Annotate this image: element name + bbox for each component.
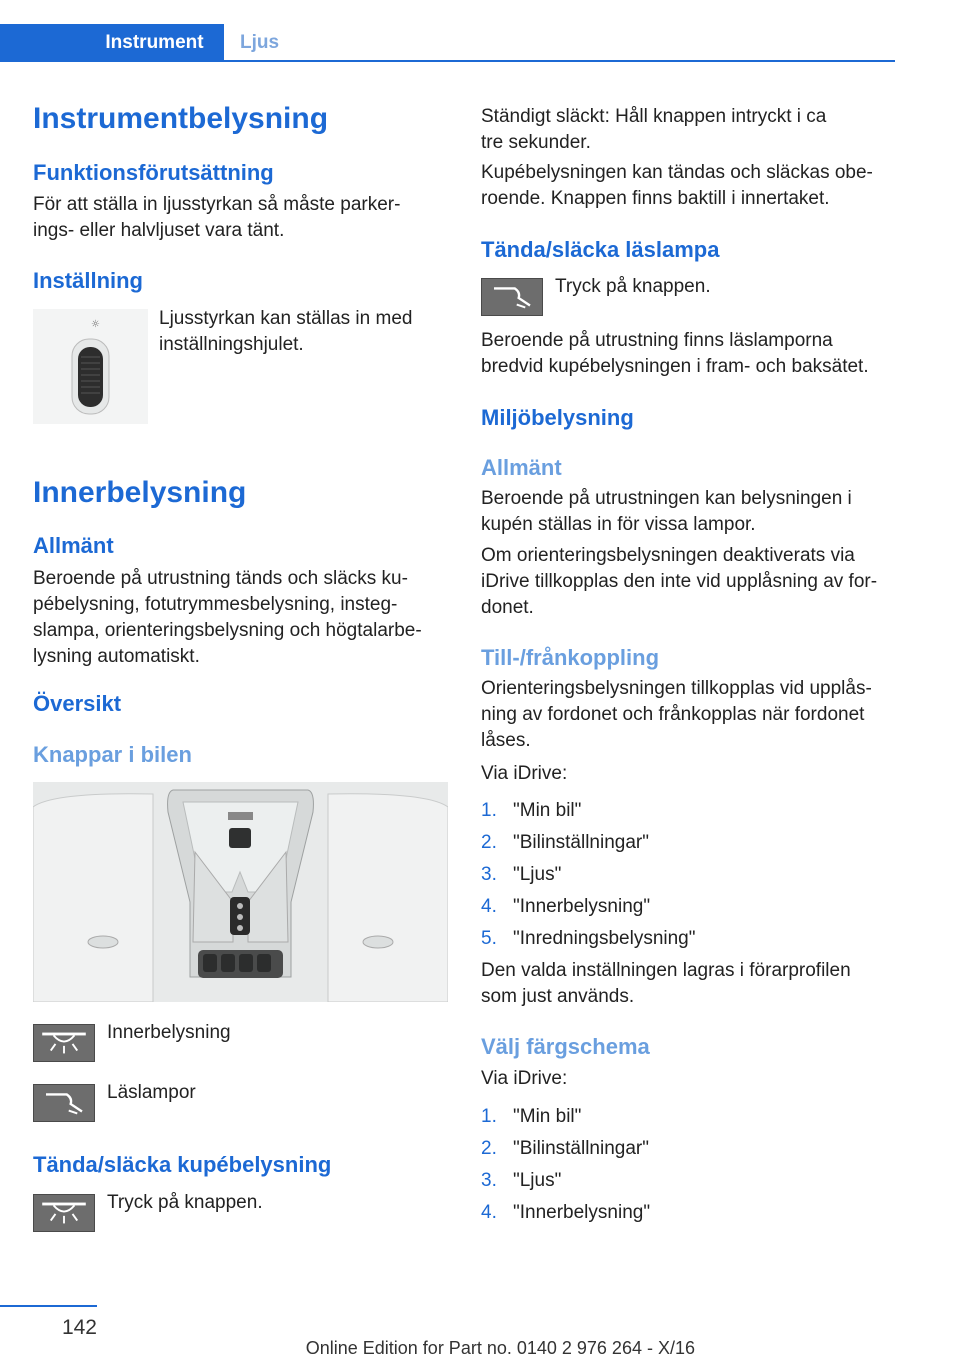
tab-stub — [0, 24, 85, 62]
text-orient-1: Om orienteringsbelysningen deaktiverats via — [481, 545, 855, 566]
list-item: 2. "Bilinställningar" — [481, 832, 649, 853]
text-till-3: låses. — [481, 730, 531, 751]
text-funktion-2: ings- eller halvljuset vara tänt. — [33, 220, 285, 241]
header-bar — [0, 0, 895, 62]
list-item: 2. "Bilinställningar" — [481, 1138, 649, 1159]
list-item: 1. "Min bil" — [481, 800, 582, 821]
text-kupe-1: Kupébelysningen kan tändas och släckas obe- — [481, 162, 873, 183]
list-item: 5. "Inredningsbelysning" — [481, 928, 696, 949]
heading-knappar-i-bilen: Knappar i bilen — [33, 742, 192, 767]
text-standigt-2: tre sekunder. — [481, 132, 591, 153]
inner-light-button-icon — [33, 1024, 95, 1062]
text-standigt-1: Ständigt släckt: Håll knappen intryckt i ca — [481, 106, 827, 127]
idrive-list-2 — [481, 1104, 896, 1232]
heading-miljobelysning: Miljöbelysning — [481, 405, 634, 430]
text-valda-1: Den valda inställningen lagras i förarprofilen — [481, 960, 851, 981]
idrive-list-1 — [481, 798, 896, 958]
tab-ljus[interactable]: Ljus — [240, 32, 280, 53]
text-kupe-2: roende. Knappen finns baktill i innertaket. — [481, 188, 830, 209]
list-item: 1. "Min bil" — [481, 1106, 582, 1127]
reading-light-button-icon-2 — [481, 278, 543, 316]
text-orient-2: iDrive tillkopplas den inte vid upplåsning av for- — [481, 571, 878, 592]
heading-instrumentbelysning: Instrumentbelysning — [33, 102, 329, 135]
text-miljo-1: Beroende på utrustningen kan belysningen i — [481, 488, 852, 509]
text-beroende-2: bredvid kupébelysningen i fram- och baksätet. — [481, 356, 869, 377]
list-item: 3. "Ljus" — [481, 1170, 562, 1191]
text-beroende-1: Beroende på utrustning finns läslamporna — [481, 330, 833, 351]
heading-tanda-slacka-kupebelysning: Tända/släcka kupébelysning — [33, 1152, 332, 1177]
svg-text:☼: ☼ — [91, 319, 100, 330]
tab-instrument[interactable] — [85, 24, 224, 62]
text-orient-3: donet. — [481, 597, 534, 618]
header-rule — [0, 60, 895, 62]
dimmer-wheel-image — [33, 309, 148, 424]
list-item: 4. "Innerbelysning" — [481, 896, 651, 917]
inner-light-button-icon-2 — [33, 1194, 95, 1232]
overhead-console-image — [33, 782, 448, 1002]
text-installning-1: Ljusstyrkan kan ställas in med — [159, 308, 413, 329]
edition-text: Online Edition for Part no. 0140 2 976 264 - X/16 — [305, 1338, 695, 1358]
page-number: 142 — [61, 1316, 97, 1339]
text-tryck-kupe: Tryck på knappen. — [107, 1192, 263, 1213]
heading-funktionsforutsattning: Funktionsförutsättning — [33, 160, 274, 185]
text-installning-2: inställningshjulet. — [159, 334, 304, 355]
text-allmant-3: slampa, orienteringsbelysning och högtalarbe- — [33, 620, 422, 641]
text-till-1: Orienteringsbelysningen tillkopplas vid upplås- — [481, 678, 872, 699]
list-item: 4. "Innerbelysning" — [481, 1202, 651, 1223]
list-item: 3. "Ljus" — [481, 864, 562, 885]
footer-rule — [0, 1305, 97, 1307]
text-valda-2: som just används. — [481, 986, 635, 1007]
text-allmant-2: pébelysning, fotutrymmesbelysning, insteg- — [33, 594, 398, 615]
reading-light-button-icon — [33, 1084, 95, 1122]
heading-valj-fargschema: Välj färgschema — [481, 1034, 650, 1059]
text-tryck-las: Tryck på knappen. — [555, 276, 711, 297]
heading-oversikt: Översikt — [33, 691, 122, 716]
label-innerbelysning: Innerbelysning — [107, 1022, 231, 1043]
text-allmant-4: lysning automatiskt. — [33, 646, 200, 667]
label-laslampor: Läslampor — [107, 1082, 196, 1103]
heading-till-frankoppling: Till-/frånkoppling — [481, 645, 660, 670]
heading-installning: Inställning — [33, 268, 143, 293]
text-funktion-1: För att ställa in ljusstyrkan så måste parker- — [33, 194, 401, 215]
text-miljo-2: kupén ställas in för vissa lampor. — [481, 514, 756, 535]
text-till-2: ning av fordonet och frånkopplas när fordonet — [481, 704, 865, 725]
text-via-idrive-2: Via iDrive: — [481, 1068, 568, 1089]
heading-allmant: Allmänt — [33, 533, 114, 558]
tab-instrument-label: Instrument — [105, 32, 204, 53]
text-via-idrive-1: Via iDrive: — [481, 763, 568, 784]
text-allmant-1: Beroende på utrustning tänds och släcks ku- — [33, 568, 408, 589]
heading-innerbelysning: Innerbelysning — [33, 476, 247, 509]
heading-allmant-right: Allmänt — [481, 455, 562, 480]
heading-tanda-slacka-laslampa: Tända/släcka läslampa — [481, 237, 720, 262]
